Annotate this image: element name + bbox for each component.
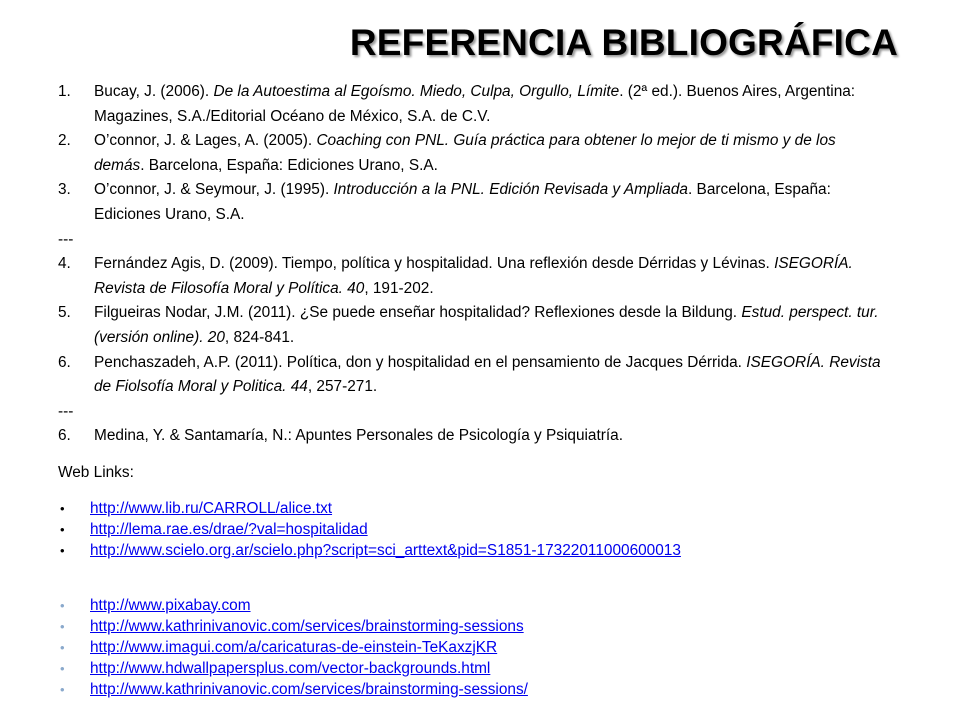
page-title: REFERENCIA BIBLIOGRÁFICA bbox=[349, 22, 898, 63]
web-link[interactable]: http://www.pixabay.com bbox=[90, 596, 251, 614]
bullet-icon: • bbox=[60, 660, 65, 676]
web-link[interactable]: http://www.kathrinivanovic.com/services/brainstorming-sessions/ bbox=[90, 680, 528, 698]
bullet-icon: • bbox=[60, 500, 65, 516]
reference-text-italic: De la Autoestima al Egoísmo. Miedo, Culpa, Orgullo, Límite bbox=[213, 83, 620, 100]
reference-text-italic: Estud. perspect. tur. (versión online). 20 bbox=[94, 304, 879, 346]
web-link-item bbox=[58, 616, 888, 637]
web-link[interactable]: http://lema.rae.es/drae/?val=hospitalidad bbox=[90, 520, 368, 538]
reference-text-tail: , 257-271. bbox=[307, 378, 378, 396]
separator-2: --- bbox=[58, 402, 74, 420]
web-links-label: Web Links: bbox=[58, 463, 134, 481]
reference-number: 6. bbox=[58, 353, 71, 371]
reference-text-plain: Medina, Y. & Santamaría, N.: Apuntes Personales de Psicología y Psiquiatría. bbox=[94, 427, 623, 445]
reference-text-italic: Introducción a la PNL. Edición Revisada y Ampliada bbox=[333, 181, 688, 199]
bullet-icon: • bbox=[60, 618, 65, 634]
reference-text-plain: O’connor, J. & Seymour, J. (1995). bbox=[94, 181, 334, 199]
reference-number: 2. bbox=[58, 132, 71, 150]
reference-number: 1. bbox=[58, 83, 71, 100]
reference-number: 6. bbox=[58, 427, 71, 445]
web-link-item bbox=[58, 498, 888, 519]
reference-item bbox=[58, 424, 888, 449]
web-link[interactable]: http://www.hdwallpapersplus.com/vector-backgrounds.html bbox=[90, 659, 491, 677]
reference-text-italic: ISEGORÍA. Revista de Filosofía Moral y Política. 40 bbox=[94, 255, 853, 297]
reference-text-tail: , 824-841. bbox=[224, 328, 295, 346]
reference-text-italic: Coaching con PNL. Guía práctica para obtener lo mejor de ti mismo y de los demás bbox=[94, 132, 836, 174]
reference-number: 4. bbox=[58, 255, 71, 273]
web-link[interactable]: http://www.kathrinivanovic.com/services/brainstorming-sessions bbox=[90, 617, 524, 635]
reference-text-tail: , 191-202. bbox=[364, 279, 434, 297]
web-link-item bbox=[58, 519, 888, 540]
reference-text bbox=[94, 80, 888, 129]
web-links-list-1 bbox=[58, 498, 888, 561]
bullet-icon: • bbox=[60, 597, 65, 613]
references-group-1 bbox=[58, 80, 888, 228]
reference-text-tail: . (2ª ed.). Buenos Aires, Argentina: Magazines, S.A./Editorial Océano de México, S.A. de C.V. bbox=[94, 83, 856, 125]
reference-text bbox=[94, 424, 888, 449]
reference-item bbox=[58, 351, 888, 400]
bullet-icon: • bbox=[60, 681, 65, 697]
references-group-3 bbox=[58, 424, 888, 449]
web-link-item bbox=[58, 637, 888, 658]
reference-text-italic: ISEGORÍA. Revista de Fiolsofía Moral y Politica. 44 bbox=[94, 353, 881, 396]
web-link-item bbox=[58, 679, 888, 700]
reference-text bbox=[94, 178, 888, 227]
reference-text-plain: Filgueiras Nodar, J.M. (2011). ¿Se puede enseñar hospitalidad? Reflexiones desde la Bildung. bbox=[94, 304, 742, 322]
separator-1: --- bbox=[58, 230, 74, 248]
web-link-item bbox=[58, 540, 888, 561]
reference-text bbox=[94, 252, 888, 301]
reference-text bbox=[94, 351, 888, 400]
reference-text-plain: Penchaszadeh, A.P. (2011). Política, don y hospitalidad en el pensamiento de Jacques Dérrida. bbox=[94, 353, 747, 371]
bullet-icon: • bbox=[60, 521, 65, 537]
reference-number: 5. bbox=[58, 304, 71, 322]
reference-text-tail: . Barcelona, España: Ediciones Urano, S.A. bbox=[94, 181, 831, 223]
links-gap bbox=[58, 561, 888, 583]
reference-text bbox=[94, 129, 888, 178]
reference-item bbox=[58, 301, 888, 350]
references-list bbox=[58, 80, 888, 700]
web-link-item bbox=[58, 658, 888, 679]
web-link[interactable]: http://www.lib.ru/CARROLL/alice.txt bbox=[90, 499, 333, 517]
web-links-list-2 bbox=[58, 595, 888, 700]
reference-item bbox=[58, 80, 888, 129]
reference-number: 3. bbox=[58, 181, 71, 199]
bullet-icon: • bbox=[60, 542, 65, 558]
web-link[interactable]: http://www.scielo.org.ar/scielo.php?script=sci_arttext&pid=S1851-17322011000600013 bbox=[90, 541, 681, 559]
reference-item bbox=[58, 178, 888, 227]
web-link[interactable]: http://www.imagui.com/a/caricaturas-de-einstein-TeKaxzjKR bbox=[90, 638, 498, 656]
reference-text bbox=[94, 301, 888, 350]
web-link-item bbox=[58, 595, 888, 616]
reference-text-plain: Fernández Agis, D. (2009). Tiempo, política y hospitalidad. Una reflexión desde Dérridas y Lévinas. bbox=[94, 255, 775, 273]
references-group-2 bbox=[58, 252, 888, 400]
reference-text-plain: O’connor, J. & Lages, A. (2005). bbox=[94, 132, 317, 150]
reference-text-tail: . Barcelona, España: Ediciones Urano, S.A. bbox=[140, 156, 438, 174]
reference-text-plain: Bucay, J. (2006). bbox=[94, 83, 214, 100]
reference-item bbox=[58, 252, 888, 301]
reference-item bbox=[58, 129, 888, 178]
bullet-icon: • bbox=[60, 639, 65, 655]
